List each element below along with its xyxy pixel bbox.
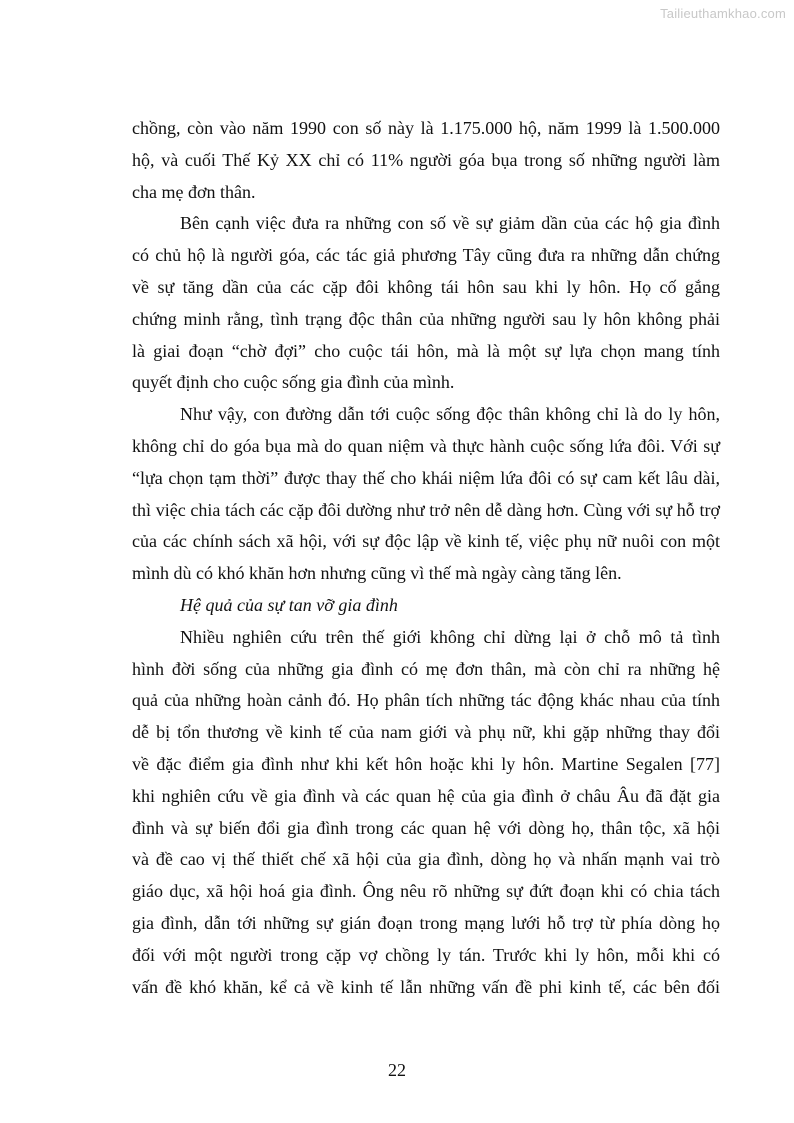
text-line: hình đời sống của những gia đình có mẹ đơn thân, mà còn chỉ ra những hệ [132, 658, 720, 679]
document-body [132, 113, 720, 1003]
text-line: Bên cạnh việc đưa ra những con số về sự giảm dần của các hộ gia đình [180, 213, 720, 234]
text-line: đình và sự biến đổi gia đình trong các quan hệ với dòng họ, thân tộc, xã hội [132, 817, 720, 838]
text-line: thì việc chia tách các cặp đôi dường như trở nên dễ dàng hơn. Cùng với sự hỗ trợ [132, 499, 720, 520]
watermark: Tailieuthamkhao.com [660, 6, 786, 21]
text-line: Như vậy, con đường dẫn tới cuộc sống độc thân không chỉ là do ly hôn, [180, 404, 720, 425]
text-line: có chủ hộ là người góa, các tác giả phương Tây cũng đưa ra những dẫn chứng [132, 245, 720, 266]
text-line: chồng, còn vào năm 1990 con số này là 1.175.000 hộ, năm 1999 là 1.500.000 [132, 118, 720, 138]
text-line: không chỉ do góa bụa mà do quan niệm và thực hành cuộc sống lứa đôi. Với sự [132, 435, 720, 456]
text-line: về đặc điểm gia đình như khi kết hôn hoặc khi ly hôn. Martine Segalen [77] [132, 753, 720, 774]
text-line: chứng minh rằng, tình trạng độc thân của những người sau ly hôn không phải [132, 308, 720, 329]
text-line: đối với một người trong cặp vợ chồng ly tán. Trước khi ly hôn, mỗi khi có [132, 944, 720, 965]
text-line: và đề cao vị thế thiết chế xã hội của gia đình, dòng họ và nhấn mạnh vai trò [132, 849, 720, 870]
text-line: mình dù có khó khăn hơn nhưng cũng vì thế mà ngày càng tăng lên. [132, 563, 622, 584]
text-line: là giai đoạn “chờ đợi” cho cuộc tái hôn, mà là một sự lựa chọn mang tính [132, 340, 720, 361]
text-line: giáo dục, xã hội hoá gia đình. Ông nêu rõ những sự đứt đoạn khi có chia tách [132, 881, 720, 902]
text-line: gia đình, dẫn tới những sự gián đoạn trong mạng lưới hỗ trợ từ phía dòng họ [132, 912, 720, 933]
text-line: dễ bị tổn thương về kinh tế của nam giới và phụ nữ, khi gặp những thay đổi [132, 722, 720, 743]
text-line: quyết định cho cuộc sống gia đình của mình. [132, 372, 455, 393]
page-number: 22 [388, 1060, 406, 1080]
text-line: vấn đề khó khăn, kể cả về kinh tế lẫn những vấn đề phi kinh tế, các bên đối [132, 976, 720, 997]
text-line: khi nghiên cứu về gia đình và các quan hệ của gia đình ở châu Âu đã đặt gia [132, 785, 720, 806]
text-line: quả của những hoàn cảnh đó. Họ phân tích những tác động khác nhau của tính [132, 690, 720, 711]
text-line: của các chính sách xã hội, với sự độc lập về kinh tế, việc phụ nữ nuôi con một [132, 531, 720, 552]
text-line: “lựa chọn tạm thời” được thay thế cho khái niệm lứa đôi có sự cam kết lâu dài, [132, 467, 720, 488]
text-line: hộ, và cuối Thế Kỷ XX chỉ có 11% người góa bụa trong số những người làm [132, 149, 720, 170]
text-line: về sự tăng dần của các cặp đôi không tái hôn sau khi ly hôn. Họ cố gắng [132, 276, 720, 297]
text-line: cha mẹ đơn thân. [132, 181, 256, 202]
text-line: Nhiều nghiên cứu trên thế giới không chỉ dừng lại ở chỗ mô tả tình [180, 626, 720, 647]
section-heading: Hệ quả của sự tan vỡ gia đình [180, 594, 398, 615]
